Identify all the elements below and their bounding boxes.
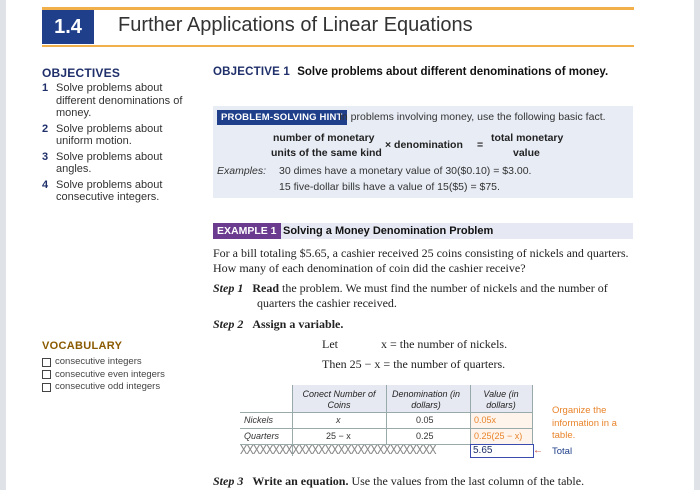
let-word: Let [322,337,338,351]
header-number-of-coins: Conect Number of Coins [302,389,376,410]
problem-solving-hint [213,106,633,198]
example-problem: For a bill totaling $5.65, a cashier received 25 coins consisting of nickels and quarters. How many of each denomination of coin did the cashier receive? [213,246,629,275]
objective-item [42,123,192,148]
checkbox-icon[interactable] [42,358,51,367]
example-title: Solving a Money Denomination Problem [283,225,494,237]
example-header [213,223,633,239]
formula-total-bottom: value [513,147,540,159]
cell-value: 0.05x [474,415,497,425]
formula-total-top: total monetary [491,132,564,144]
title-underline [42,45,634,47]
objective-1-heading [213,66,608,78]
step-1-bold: Read [252,281,280,295]
hint-label: PROBLEM-SOLVING HINT [217,110,347,125]
example-tag: EXAMPLE 1 [213,223,281,239]
formula-denominator: units of the same kind [271,147,382,159]
objective-number: 4 [42,178,49,191]
row-label-nickels: Nickels [244,415,274,425]
checkbox-icon[interactable] [42,383,51,392]
then-expression: Then 25 − x = the number of quarters. [322,357,506,371]
objective-text: Solve problems about different denominations of money. [56,82,183,119]
cell-count: x [336,415,341,425]
step-2 [213,317,343,332]
cell-value: 0.25(25 − x) [474,431,523,441]
step-3-text: Use the values from the last column of the table. [351,474,585,488]
table-line [240,428,532,429]
objective-item [42,82,192,120]
vocabulary-item [42,369,165,382]
table-line [386,385,387,444]
step-2-bold: Assign a variable. [252,317,344,331]
step-2-number: Step 2 [213,317,244,331]
objective-number: 1 [42,82,49,94]
hatched-cells: XXXXXXXXXXXXXXXXXXXXXXXXXXXXXX [240,444,436,456]
vocabulary-list [42,356,165,394]
organize-note: Organize the information in a table. [552,405,617,441]
objective-1-tag: OBJECTIVE 1 [213,66,290,78]
checkbox-icon[interactable] [42,370,51,379]
step-3-bold: Write an equation. [252,474,349,488]
left-arrow-icon: ← [533,445,543,456]
total-note: Total [552,446,573,457]
table-line [240,412,532,413]
vocabulary-term: consecutive integers [55,356,142,367]
vocabulary-item [42,356,165,369]
hint-intro: In problems involving money, use the following basic fact. [339,111,606,123]
step-3 [213,474,584,489]
step-1 [213,281,637,296]
step-1-number: Step 1 [213,281,244,295]
row-label-quarters: Quarters [244,431,280,441]
section-title: Further Applications of Linear Equations [118,14,473,36]
objective-number: 2 [42,122,49,135]
let-expression: x = the number of nickels. [381,337,508,351]
section-number: 1.4 [42,10,94,44]
objective-text: Solve problems about uniform motion. [56,122,163,147]
vocabulary-item [42,381,165,394]
total-value: 5.65 [470,444,534,458]
objective-1-text: Solve problems about different denominations of money. [297,66,609,78]
example-line-1: 30 dimes have a monetary value of 30($0.10) = $3.00. [279,165,532,177]
formula-numerator: number of monetary [273,132,375,144]
vocabulary-term: consecutive odd integers [55,381,161,392]
cell-count: 25 − x [326,431,351,441]
step-3-number: Step 3 [213,474,244,488]
examples-label: Examples: [217,165,267,177]
objectives-list [42,82,192,207]
objectives-heading: OBJECTIVES [42,66,121,80]
header-value: Value (in dollars) [483,389,519,410]
table-line [532,385,533,444]
step-1-text: the problem. We must find the number of nickels and the number of [282,281,608,295]
formula-equals: = [477,139,484,151]
objective-number: 3 [42,150,49,163]
formula-times-denomination: × denomination [385,139,463,151]
vocabulary-heading: VOCABULARY [42,340,123,352]
header-rule [42,7,634,10]
example-line-2: 15 five-dollar bills have a value of 15($5) = $75. [279,181,500,193]
header-denomination: Denomination (in dollars) [391,389,461,410]
objective-text: Solve problems about angles. [56,150,163,175]
step-1-continued: quarters the cashier received. [257,296,397,310]
cell-denomination: 0.05 [416,415,434,425]
objective-item [42,151,192,176]
vocabulary-term: consecutive even integers [55,368,165,380]
objective-text: Solve problems about consecutive integers. [56,178,163,203]
left-edge [0,0,6,490]
right-edge [694,0,700,490]
cell-denomination: 0.25 [416,431,434,441]
objective-item [42,179,192,204]
